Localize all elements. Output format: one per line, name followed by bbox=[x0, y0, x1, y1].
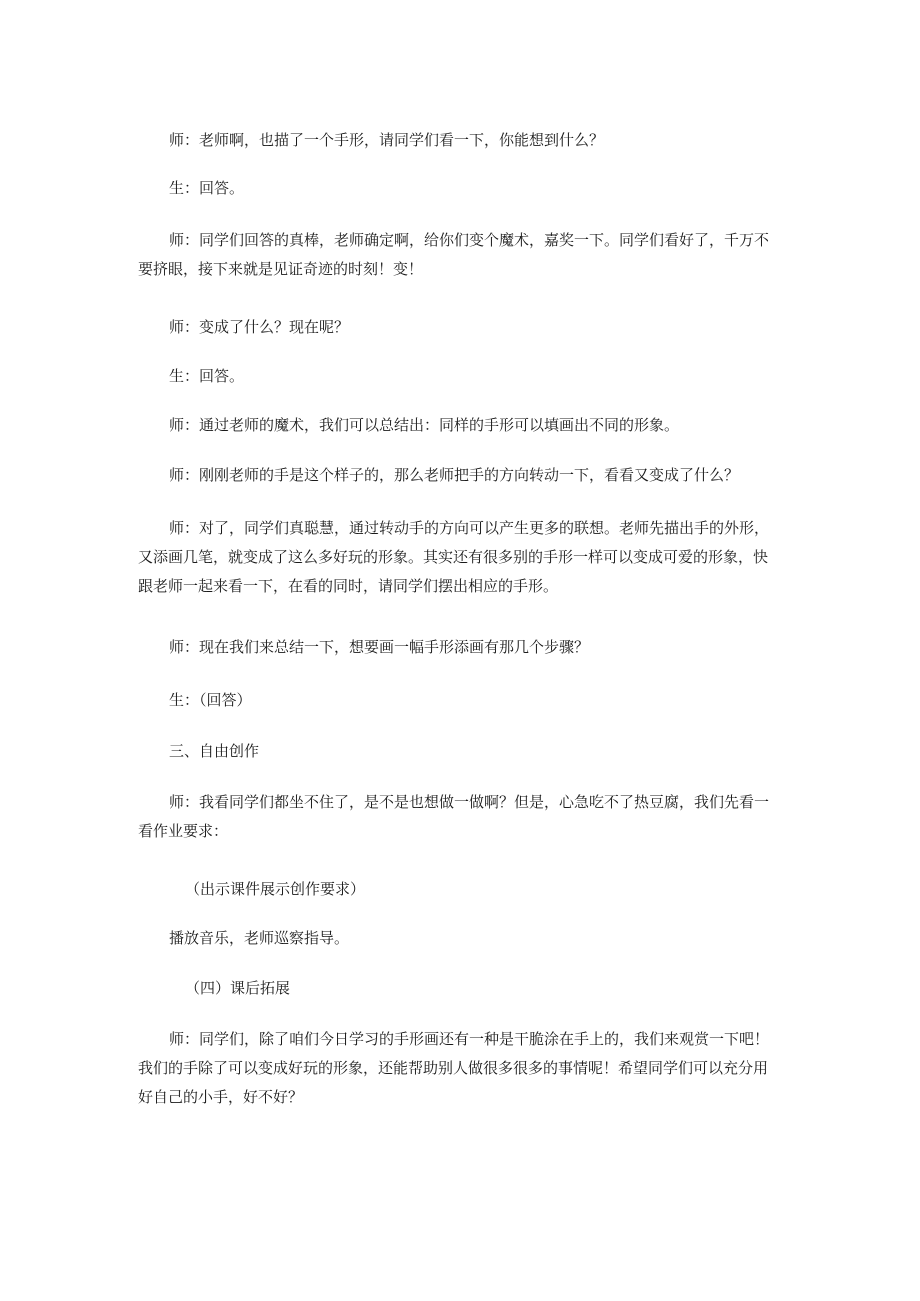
paragraph-student-answer-3 bbox=[138, 686, 798, 715]
text-line: （四）课后拓展 bbox=[185, 979, 291, 997]
paragraph-teacher-magic bbox=[138, 226, 798, 284]
text-line: 师：对了，同学们真聪慧，通过转动手的方向可以产生更多的联想。老师先描出手的外形， bbox=[169, 519, 770, 537]
paragraph-teacher-association bbox=[138, 514, 798, 601]
paragraph-teacher-summary bbox=[138, 411, 798, 440]
paragraph-teacher-homework bbox=[138, 788, 798, 846]
text-line: 好自己的小手，好不好？ bbox=[138, 1088, 304, 1106]
paragraph-teacher-steps bbox=[138, 633, 798, 662]
paragraph-teacher-closing bbox=[138, 1025, 798, 1112]
text-line: 看作业要求： bbox=[138, 822, 229, 840]
text-line: 三、自由创作 bbox=[169, 742, 260, 760]
text-line: 师：同学们回答的真棒，老师确定啊，给你们变个魔术，嘉奖一下。同学们看好了，千万不 bbox=[169, 231, 770, 249]
paragraph-student-answer-2 bbox=[138, 362, 798, 391]
text-line: 我们的手除了可以变成好玩的形象，还能帮助别人做很多很多的事情呢！希望同学们可以充分用 bbox=[138, 1059, 769, 1077]
text-line: 师：刚刚老师的手是这个样子的，那么老师把手的方向转动一下，看看又变成了什么？ bbox=[169, 466, 740, 484]
text-line: 师：我看同学们都坐不住了，是不是也想做一做啊？但是，心急吃不了热豆腐，我们先看一 bbox=[169, 793, 770, 811]
text-line: 又添画几笔，就变成了这么多好玩的形象。其实还有很多别的手形一样可以变成可爱的形象，快 bbox=[138, 548, 769, 566]
paragraph-teacher-hand-shape bbox=[138, 126, 798, 155]
text-line: 生：回答。 bbox=[169, 367, 245, 385]
section-heading-free-creation bbox=[138, 737, 798, 766]
text-line: 播放音乐，老师巡察指导。 bbox=[169, 929, 350, 947]
text-line: 师：现在我们来总结一下，想要画一幅手形添画有那几个步骤？ bbox=[169, 638, 590, 656]
paragraph-teacher-rotate bbox=[138, 461, 798, 490]
text-line: 师：老师啊，也描了一个手形，请同学们看一下，你能想到什么？ bbox=[169, 131, 605, 149]
paragraph-student-answer bbox=[138, 174, 798, 203]
section-heading-extension bbox=[138, 974, 798, 1003]
text-line: 师：同学们，除了咱们今日学习的手形画还有一种是干脆涂在手上的，我们来观赏一下吧！ bbox=[169, 1030, 770, 1048]
paragraph-show-requirements bbox=[138, 875, 798, 904]
text-line: 师：通过老师的魔术，我们可以总结出：同样的手形可以填画出不同的形象。 bbox=[169, 416, 680, 434]
text-line: 要挤眼，接下来就是见证奇迹的时刻！变！ bbox=[138, 260, 424, 278]
text-line: （出示课件展示创作要求） bbox=[185, 880, 366, 898]
text-line: 生：回答。 bbox=[169, 179, 245, 197]
paragraph-play-music bbox=[138, 924, 798, 953]
text-line: 生：（回答） bbox=[169, 691, 252, 709]
text-line: 跟老师一起来看一下，在看的同时，请同学们摆出相应的手形。 bbox=[138, 577, 559, 595]
paragraph-teacher-question bbox=[138, 313, 798, 342]
text-line: 师：变成了什么？现在呢？ bbox=[169, 318, 350, 336]
